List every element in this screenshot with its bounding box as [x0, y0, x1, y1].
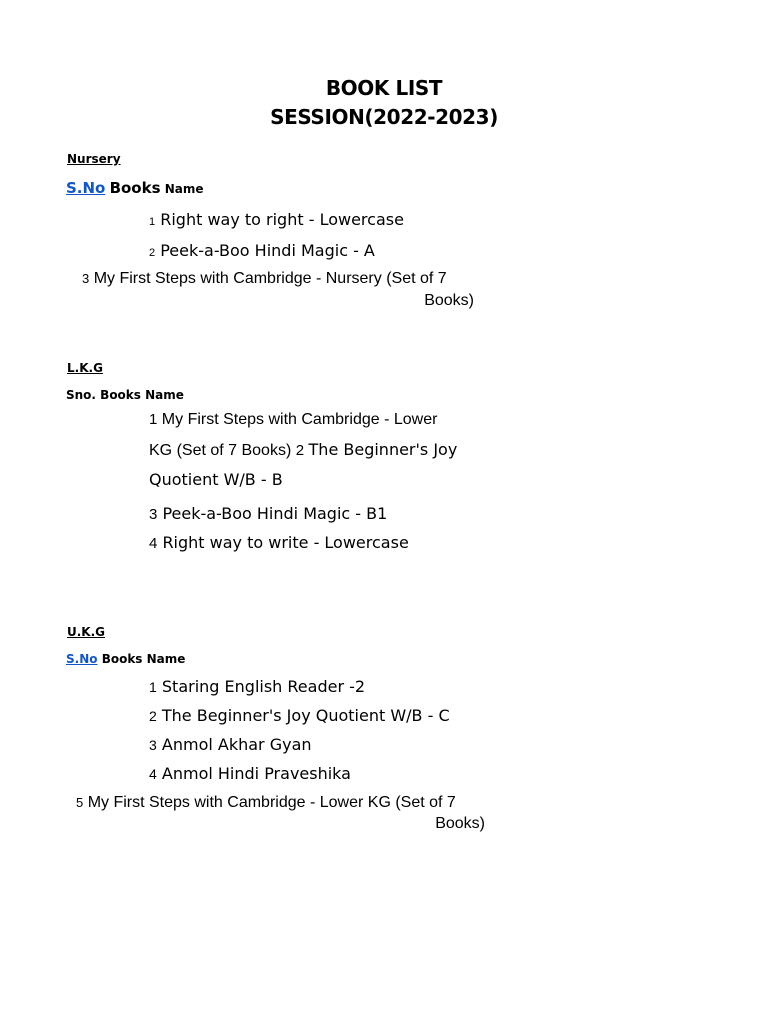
item-number: 4 — [149, 766, 157, 782]
nursery-column-header — [66, 181, 204, 196]
page-title: BOOK LIST — [325, 76, 443, 100]
item-number: 3 — [149, 737, 157, 753]
sno-link[interactable]: S.No — [66, 179, 106, 197]
list-item — [149, 706, 450, 726]
list-item — [149, 533, 409, 554]
lkg-column-header: Sno. Books Name — [66, 388, 184, 402]
books-name-header: Books Name — [101, 652, 186, 666]
book-title: Anmol Hindi Praveshika — [161, 764, 351, 783]
book-title: Anmol Akhar Gyan — [161, 735, 312, 754]
list-item — [82, 269, 447, 289]
list-item — [76, 793, 456, 813]
item-number: 3 — [149, 506, 158, 523]
book-title: My First Steps with Cambridge - Nursery (Set of 7 — [93, 270, 447, 287]
book-title-continued: Books) — [424, 292, 474, 309]
list-item — [149, 735, 312, 755]
list-item — [149, 764, 351, 784]
item-number: 5 — [76, 795, 84, 810]
book-title: My First Steps with Cambridge - Lower — [161, 411, 438, 428]
book-title: Peek-a-Boo Hindi Magic - B1 — [162, 504, 388, 523]
item-number: 1 — [149, 216, 156, 228]
list-item — [149, 410, 437, 430]
section-heading-nursery: Nursery — [67, 152, 121, 166]
book-title: Peek-a-Boo Hindi Magic - A — [160, 241, 375, 260]
list-item-continued — [149, 440, 457, 461]
session-subtitle: SESSION(2022-2023) — [270, 105, 498, 129]
item-number: 2 — [149, 708, 157, 724]
book-title: KG (Set of 7 Books) — [149, 442, 292, 459]
book-title: Right way to write - Lowercase — [162, 533, 409, 552]
list-item — [149, 504, 387, 525]
section-heading-lkg: L.K.G — [67, 361, 103, 375]
book-title-continued: Quotient W/B - B — [149, 470, 283, 489]
item-number: 3 — [82, 271, 90, 286]
book-title: My First Steps with Cambridge - Lower KG (Set of 7 — [87, 794, 456, 811]
book-title-continued: Books) — [435, 815, 485, 832]
name-header: Name — [164, 182, 204, 196]
section-heading-ukg: U.K.G — [67, 625, 106, 639]
list-item — [149, 677, 365, 697]
ukg-column-header — [66, 652, 185, 666]
item-number: 4 — [149, 535, 158, 552]
item-number: 1 — [149, 411, 158, 428]
item-number: 2 — [295, 442, 305, 459]
list-item — [149, 210, 404, 232]
item-number: 1 — [149, 679, 157, 695]
list-item — [149, 241, 375, 263]
books-header: Books — [109, 179, 161, 197]
sno-link[interactable]: S.No — [66, 652, 98, 666]
book-title: The Beginner's Joy — [308, 440, 458, 459]
book-title: Right way to right - Lowercase — [160, 210, 404, 229]
item-number: 2 — [149, 247, 156, 259]
book-title: Staring English Reader -2 — [161, 677, 366, 696]
book-title: The Beginner's Joy Quotient W/B - C — [161, 706, 450, 725]
